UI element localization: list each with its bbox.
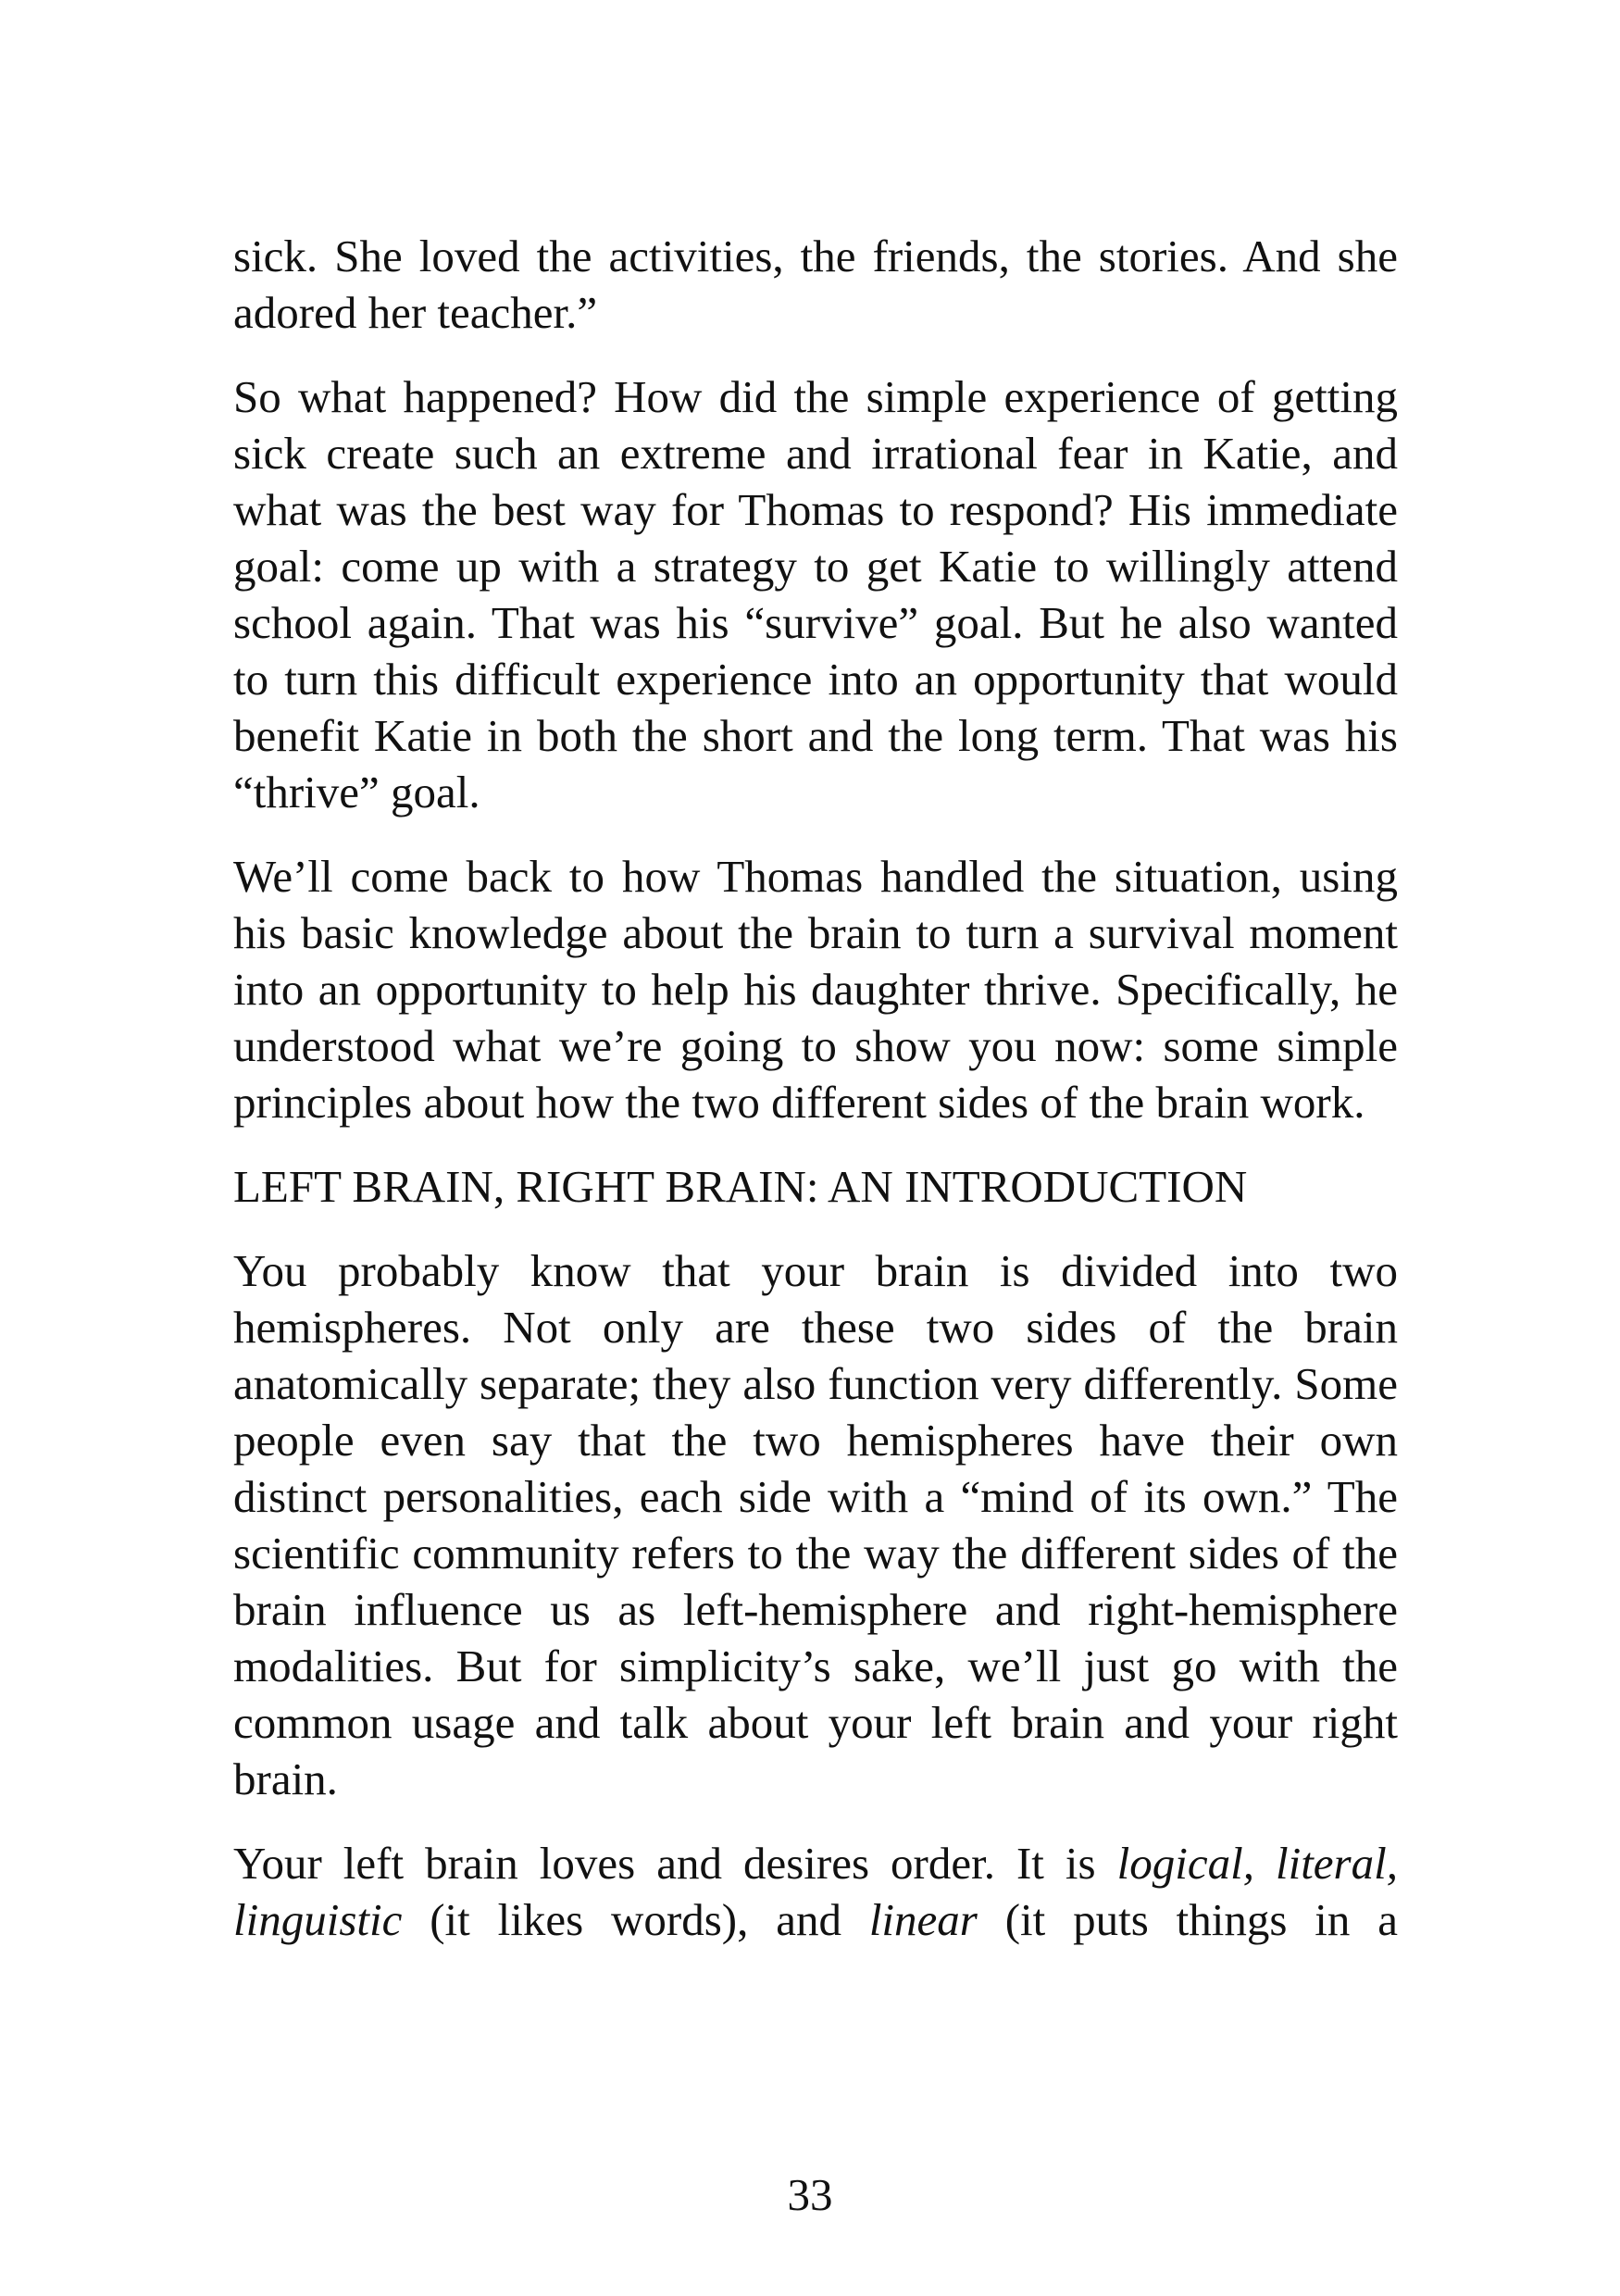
page-number: 33 [787, 2169, 833, 2220]
paragraph-hemispheres: You probably know that your brain is divided into two hemispheres. Not only are these two sides of the brain anatomically separate; they also function very differently. Some people even say that the two hemispheres have their own distinct personalities, each side with a “mind of its own.” The scientific community refers to the way the different sides of the brain influence us as left-hemisphere and right-hemisphere modalities. But for simplicity’s sake, we’ll just go with the common usage and talk about your left brain and your right brain. [233, 1245, 1398, 1804]
paragraph-come-back: We’ll come back to how Thomas handled the situation, using his basic knowledge about the brain to turn a survival moment into an opportunity to help his daughter thrive. Specifically, he understood what we’re going to show you now: some simple principles about how the two different sides of the brain work. [233, 851, 1398, 1128]
left-brain-text-3: (it puts things in a [977, 1894, 1398, 1945]
left-brain-italic-linear: linear [868, 1894, 978, 1945]
page-body [233, 228, 1398, 1976]
paragraph-so-what-happened: So what happened? How did the simple experience of getting sick create such an extreme and irrational fear in Katie, and what was the best way for Thomas to respond? His immediate goal: come up with a strategy to get Katie to willingly attend school again. That was his “survive” goal. But he also wanted to turn this difficult experience into an opportunity that would benefit Katie in both the short and the long term. That was his “thrive” goal. [233, 371, 1398, 817]
left-brain-text-2: (it likes words), and [402, 1894, 869, 1945]
paragraph-continuation: sick. She loved the activities, the friends, the stories. And she adored her teacher.” [233, 231, 1398, 338]
paragraph-left-brain [233, 1835, 1398, 1948]
left-brain-italic-traits: logical, literal, linguistic [233, 1838, 1398, 1945]
section-heading: LEFT BRAIN, RIGHT BRAIN: AN INTRODUCTION [233, 1161, 1248, 1212]
left-brain-text-1: Your left brain loves and desires order. It is [233, 1838, 1117, 1889]
